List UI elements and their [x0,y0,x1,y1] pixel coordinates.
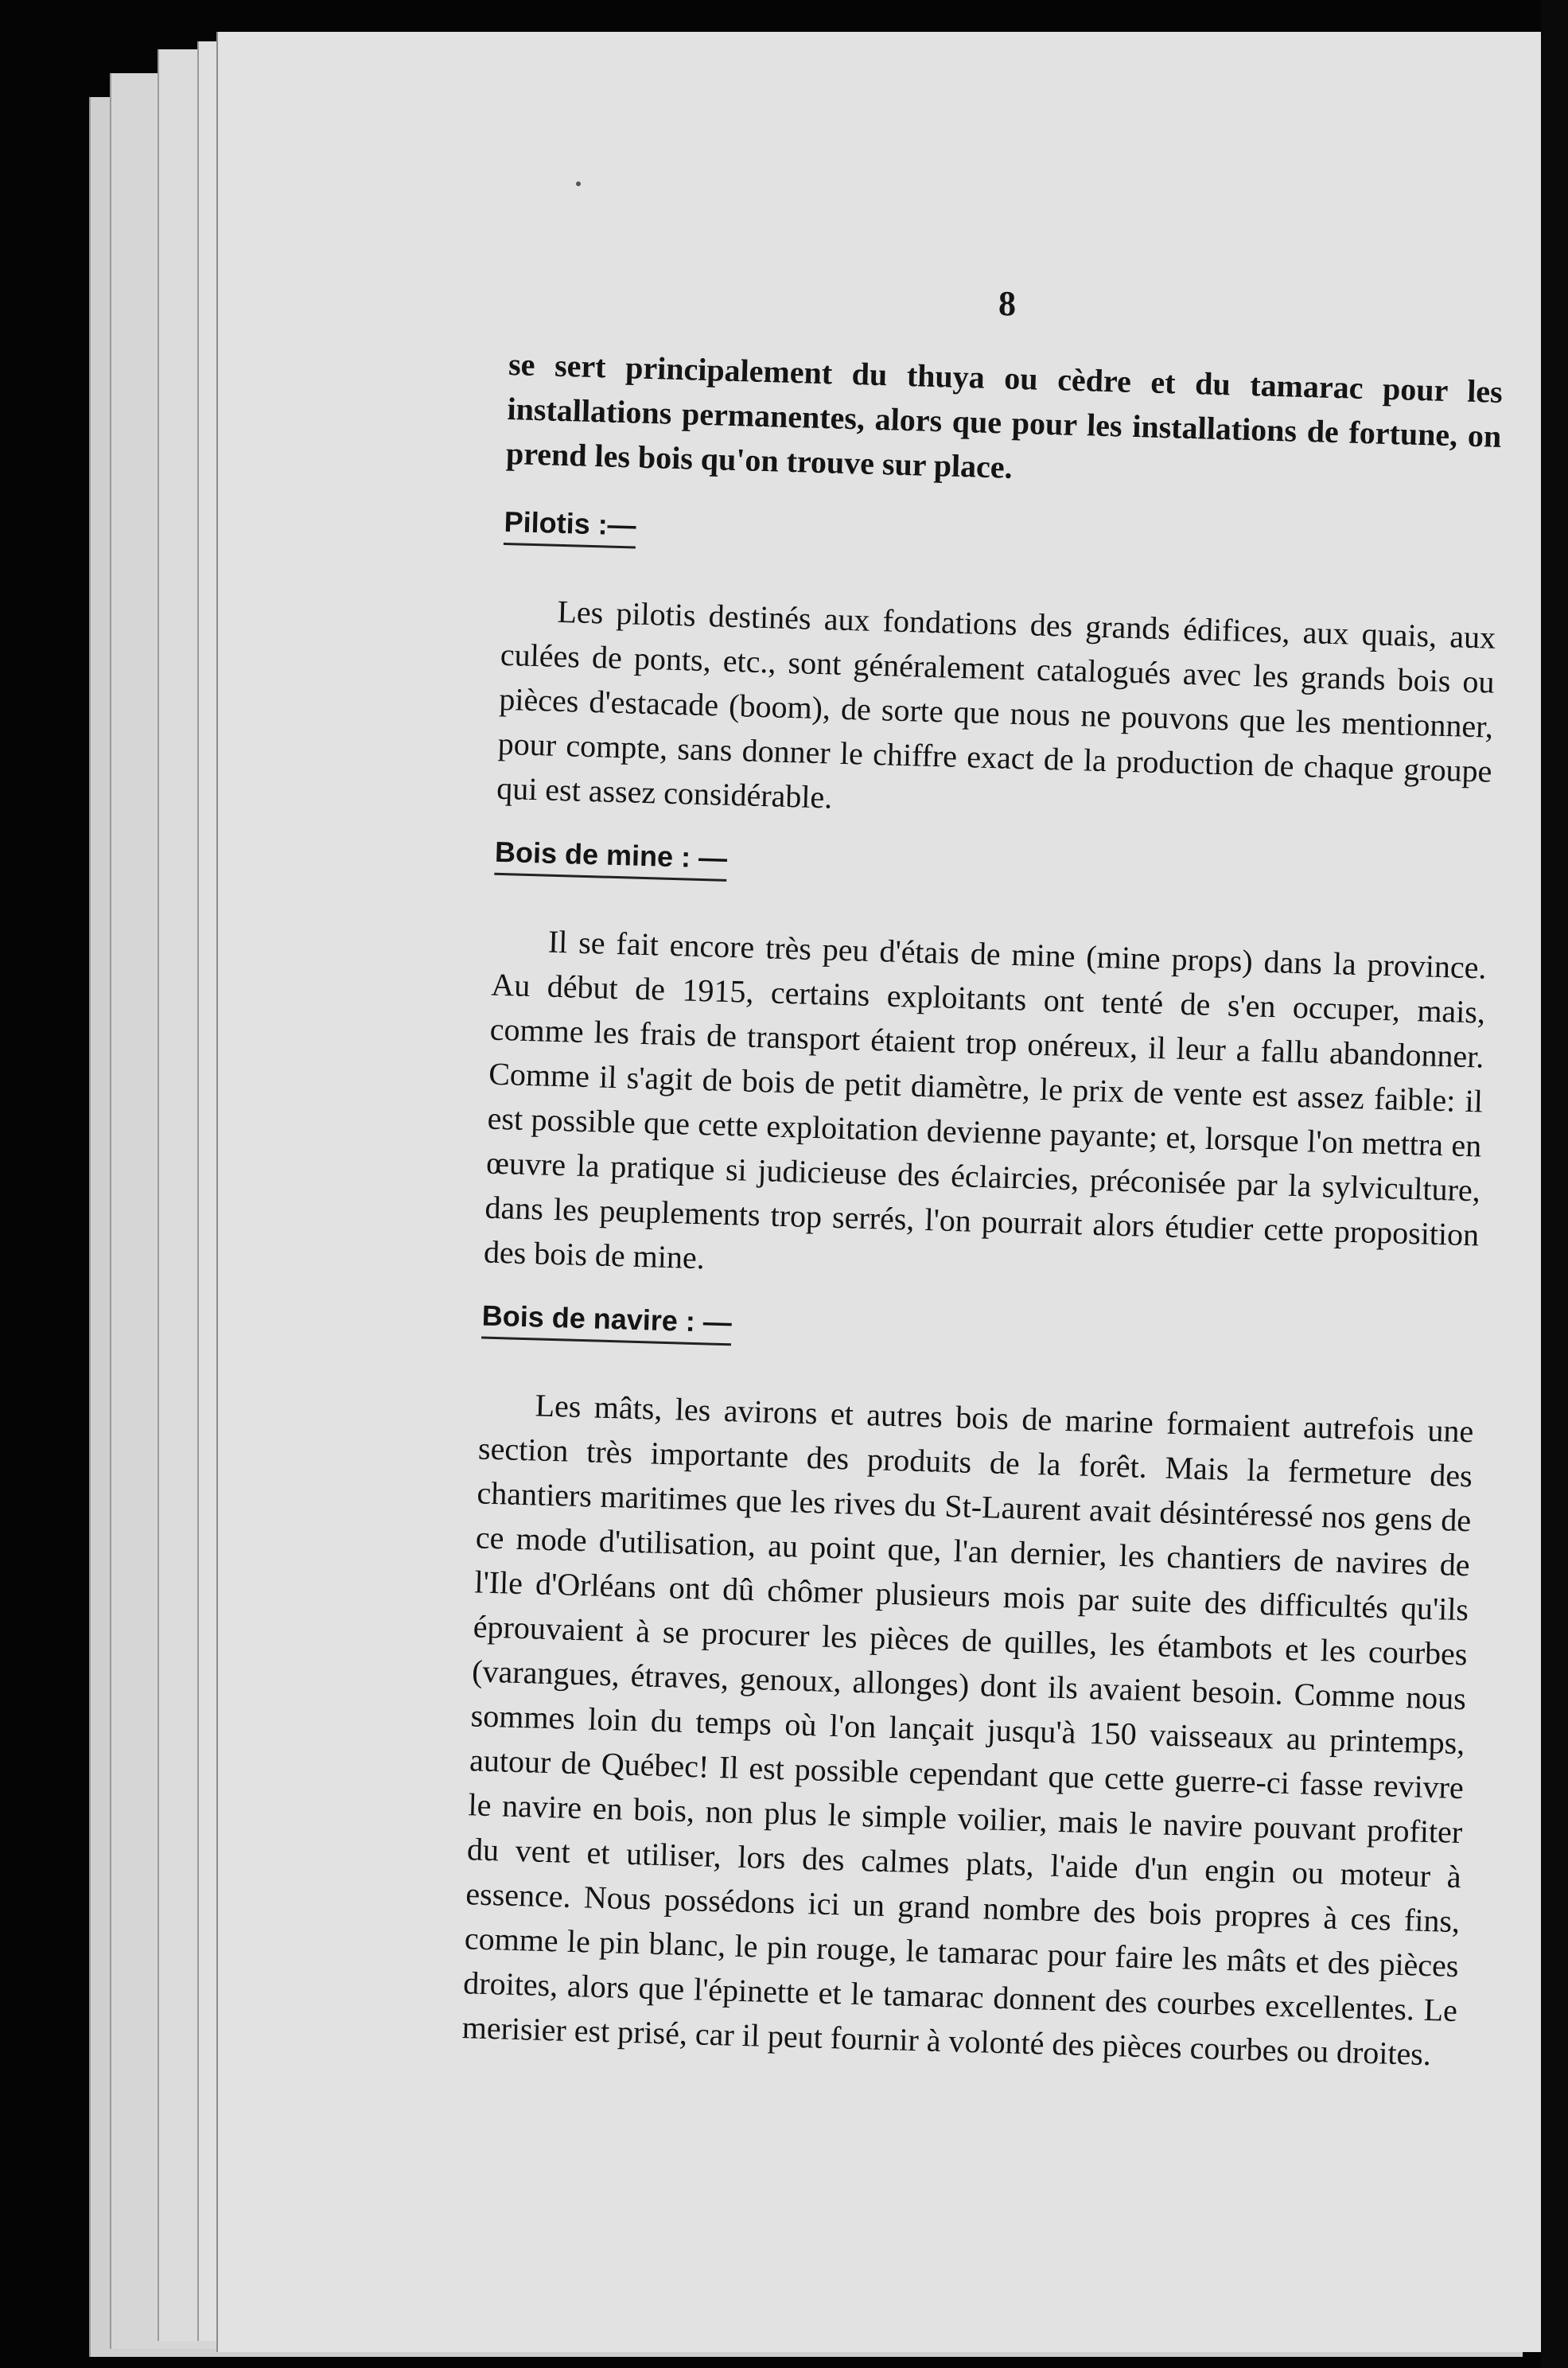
scan-shadow [1541,0,1568,2368]
intro-paragraph: se sert principalement du thuya ou cèdre et du tamarac pour les installations permanentes, alors que pour les installations de fortune, on prend les bois qu'on trouve sur place. [505,345,1504,485]
section-heading-pilotis: Pilotis :— [504,504,636,549]
section-body-bois-de-mine: Il se fait encore très peu d'étais de mine (mine props) dans la province. Au début de 1915, certains exploitants ont tenté de s'en occuper, mais, comme les frais de transport étaient trop onéreux, il leur a fallu abandonner. Comme il s'agit de bois de petit diamètre, le prix de vente est assez faible: il est possible que cette exploitation devienne payante; et, lorsque l'on mettra en œuvre la pratique si judicieuse des éclaircies, préconisée par la sylviculture, dans les peuplements trop serrés, l'on pourrait alors étudier cette proposition des bois de mine. [483,923,1488,1276]
speck [576,181,581,186]
section-body-pilotis: Les pilotis destinés aux fondations des grands édifices, aux quais, aux culées de ponts, etc., sont généralement catalogués avec les grands bois ou pièces d'estacade (boom), de sorte que nous ne pouvons que les mentionner, pour compte, sans donner le chiffre exact de la production de chaque groupe qui est assez considérable. [496,593,1496,816]
section-heading-bois-de-mine: Bois de mine : — [494,835,727,882]
section-heading-bois-de-navire: Bois de navire : — [481,1299,732,1346]
page-number: 8 [998,284,1016,323]
section-body-bois-de-navire: Les mâts, les avirons et autres bois de marine formaient autrefois une section très importante des produits de la forêt. Mais la fermeture des chantiers maritimes que les rives du St-Laurent avait désintéressé nos gens de ce mode d'utilisation, au point que, l'an dernier, les chantiers de navires de l'Ile d'Orléans ont dû chômer plusieurs mois par suite des difficultés qu'ils éprouvaient à se procurer les pièces de quilles, les étambots et les courbes (varangues, étraves, genoux, allonges) dont ils avaient besoin. Comme nous sommes loin du temps où l'on lançait jusqu'à 150 vaisseaux au printemps, autour de Québec! Il est possible cependant que cette guerre-ci fasse revivre le navire en bois, non plus le simple voilier, mais le navire pouvant profiter du vent et utiliser, lors des calmes plats, l'aide d'un engin ou moteur à essence. Nous possédons ici un grand nombre des bois propres à ces fins, comme le pin blanc, le pin rouge, le tamarac pour faire les mâts et des pièces droites, alors que l'épinette et le tamarac donnent des courbes excellentes. Le merisier est prisé, car il peut fournir à volonté des pièces courbes ou droites. [461,1387,1474,2073]
page-content [461,342,1503,2078]
